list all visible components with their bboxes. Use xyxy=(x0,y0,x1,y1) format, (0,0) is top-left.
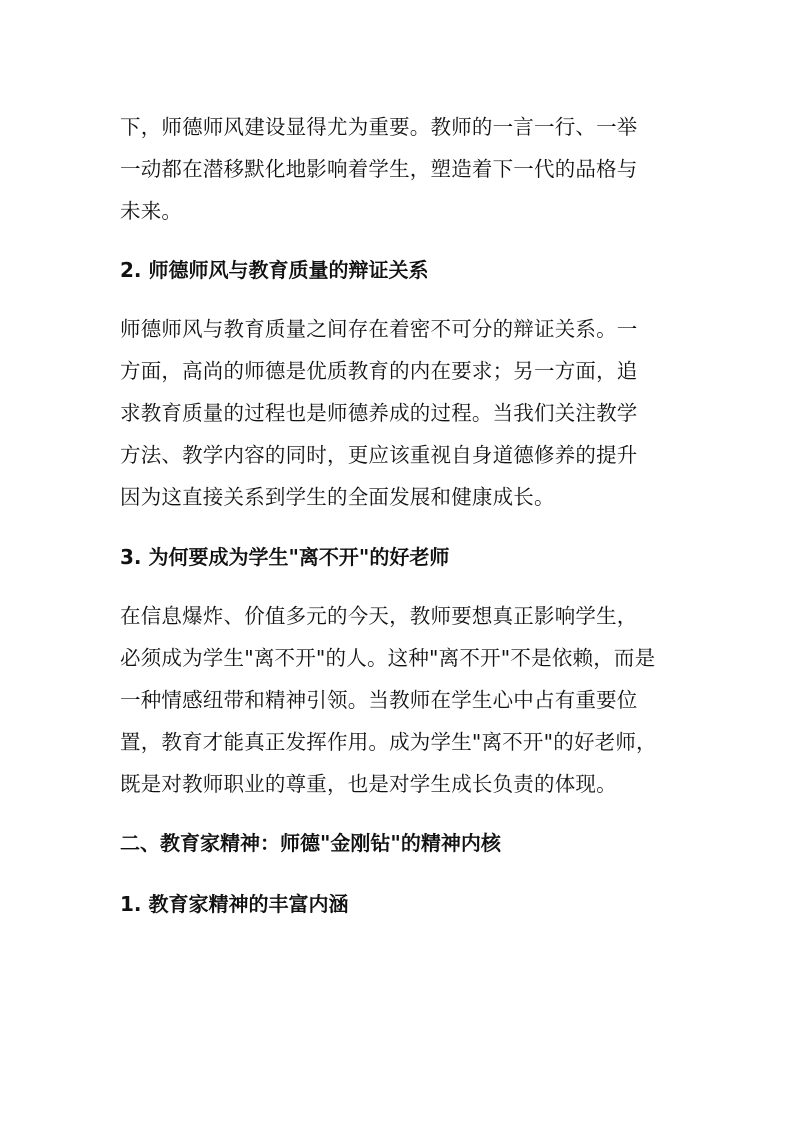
heading-educator-spirit-connotation: 1. 教育家精神的丰富内涵 xyxy=(120,892,349,916)
paragraph-line: 必须成为学生"离不开"的人。这种"离不开"不是依赖，而是 xyxy=(120,646,656,670)
paragraph-line: 既是对教师职业的尊重，也是对学生成长负责的体现。 xyxy=(120,772,617,796)
paragraph-line: 方法、教学内容的同时，更应该重视自身道德修养的提升 xyxy=(120,443,638,467)
paragraph-good-teacher xyxy=(120,595,680,805)
heading-dialectic-relationship: 2. 师德师风与教育质量的辩证关系 xyxy=(120,258,429,282)
paragraph-line: 师德师风与教育质量之间存在着密不可分的辩证关系。一 xyxy=(120,317,638,341)
section-heading-educator-spirit: 二、教育家精神：师德"金刚钻"的精神内核 xyxy=(120,831,501,855)
paragraph-line: 置，教育才能真正发挥作用。成为学生"离不开"的好老师， xyxy=(120,730,657,754)
paragraph-intro xyxy=(120,106,680,232)
paragraph-dialectic-relationship xyxy=(120,308,680,518)
paragraph-line: 未来。 xyxy=(120,199,183,223)
paragraph-line: 因为这直接关系到学生的全面发展和健康成长。 xyxy=(120,485,555,509)
heading-good-teacher: 3. 为何要成为学生"离不开"的好老师 xyxy=(120,545,450,569)
paragraph-line: 一种情感纽带和精神引领。当教师在学生心中占有重要位 xyxy=(120,688,638,712)
paragraph-line: 方面，高尚的师德是优质教育的内在要求；另一方面，追 xyxy=(120,359,638,383)
paragraph-line: 一动都在潜移默化地影响着学生，塑造着下一代的品格与 xyxy=(120,157,638,181)
paragraph-line: 在信息爆炸、价值多元的今天，教师要想真正影响学生， xyxy=(120,604,638,628)
paragraph-line: 求教育质量的过程也是师德养成的过程。当我们关注教学 xyxy=(120,401,638,425)
paragraph-line: 下，师德师风建设显得尤为重要。教师的一言一行、一举 xyxy=(120,115,638,139)
